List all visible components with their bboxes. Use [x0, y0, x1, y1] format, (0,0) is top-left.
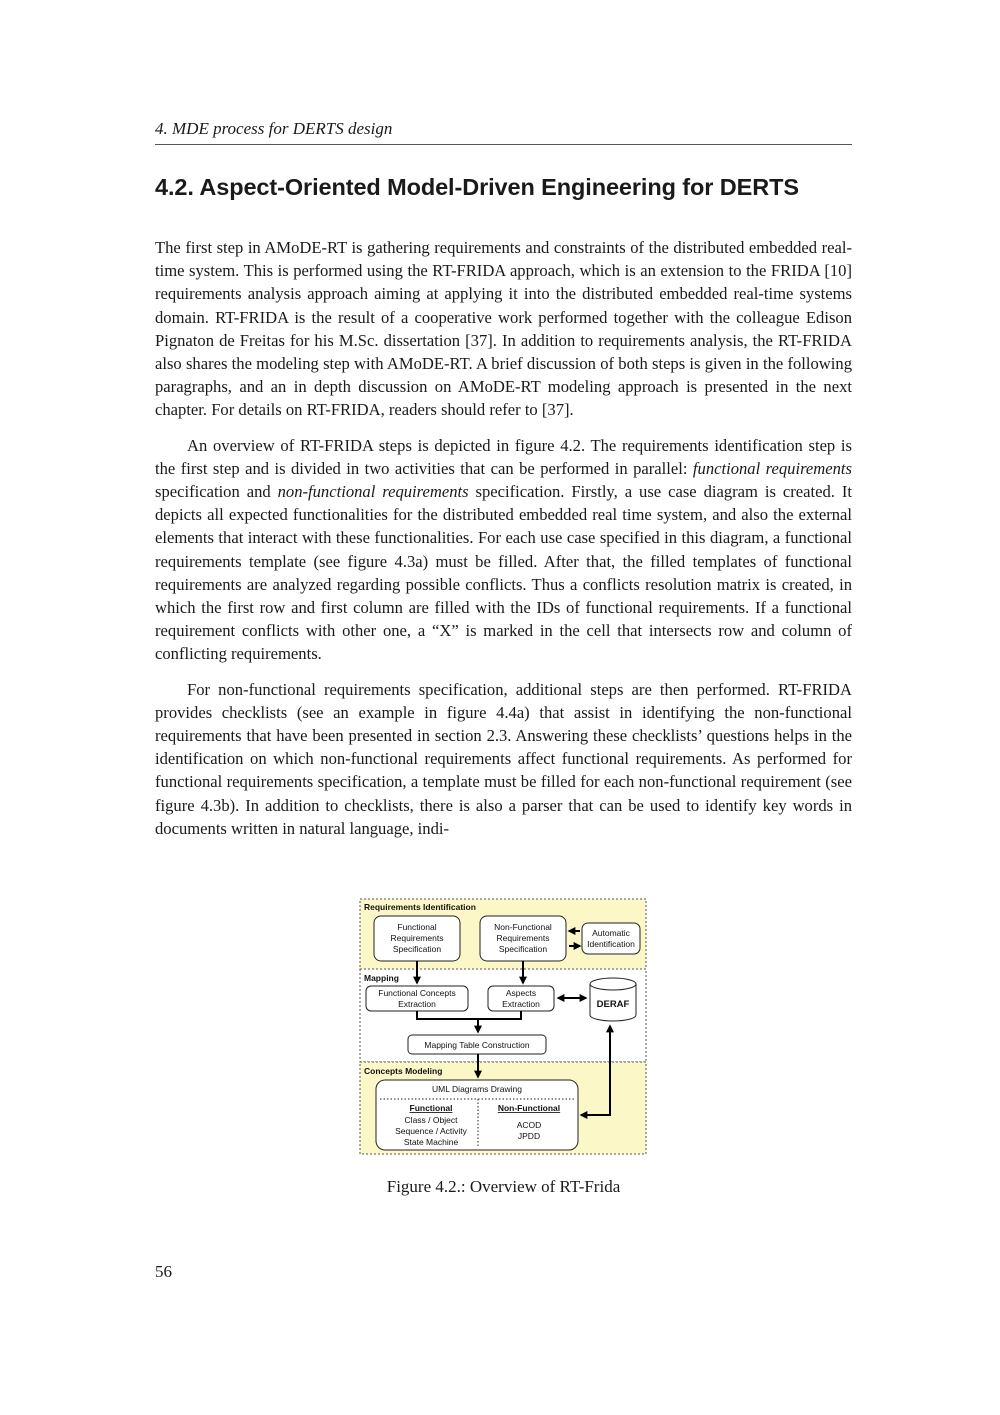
- text-mapping-table: Mapping Table Construction: [424, 1040, 530, 1050]
- text-nonfunctional-1: ACOD: [516, 1120, 542, 1130]
- text-auto-2: Identification: [587, 939, 635, 949]
- label-concepts-modeling: Concepts Modeling: [364, 1066, 443, 1076]
- paragraph-2-part-c: specification. Firstly, a use case diagram is created. It depicts all expected functionalities for the distributed embedded real time system, and also the external elements that interact with these functionalities. For each use case specified in this diagram, a functional requirements template (see figure 4.3a) must be filled. After that, the filled templates of functional requirements are analyzed regarding possible conflicts. Thus a conflicts resolution matrix is created, in which the first row and first column are filled with the IDs of functional requirements. If a functional requirement conflicts with other one, a “X” is marked in the cell that intersects row and column of conflicting requirements.: [155, 482, 852, 664]
- text-auto-1: Automatic: [592, 928, 630, 938]
- paragraph-2-part-a: An overview of RT-FRIDA steps is depicted in figure 4.2. The requirements identification step is the first step and is divided in two activities that can be performed in parallel:: [155, 435, 852, 478]
- emphasis-functional-requirements: functional requirements: [692, 458, 852, 478]
- text-func-req-1: Functional: [397, 922, 437, 932]
- text-functional-head: Functional: [409, 1103, 453, 1113]
- paragraph-2-part-b: specification and: [155, 482, 278, 502]
- text-nonfunc-req-2: Requirements: [496, 933, 550, 943]
- text-functional-3: State Machine: [403, 1137, 459, 1147]
- text-aspects-1: Aspects: [505, 988, 537, 998]
- rt-frida-diagram: [358, 897, 648, 1157]
- text-func-concepts-1: Functional Concepts: [378, 988, 456, 998]
- label-mapping: Mapping: [364, 973, 399, 983]
- label-requirements-identification: Requirements Identification: [364, 902, 476, 912]
- text-functional-1: Class / Object: [404, 1115, 458, 1125]
- paragraph-1: The first step in AMoDE-RT is gathering requirements and constraints of the distributed embedded real-time system. This is performed using the RT-FRIDA approach, which is an extension to the FRIDA [10] requirements analysis approach aiming at applying it into the distributed embedded real-time systems domain. RT-FRIDA is the result of a cooperative work performed together with the colleague Edison Pignaton de Freitas for his M.Sc. dissertation [37]. In addition to requirements analysis, the RT-FRIDA also shares the modeling step with AMoDE-RT. A brief discussion of both steps is given in the following paragraphs, and an in depth discussion on AMoDE-RT modeling approach is presented in the next chapter. For details on RT-FRIDA, readers should refer to [37].: [155, 238, 852, 420]
- text-func-req-2: Requirements: [390, 933, 444, 943]
- emphasis-non-functional-requirements: non-functional requirements: [277, 482, 469, 502]
- running-head: 4. MDE process for DERTS design: [155, 119, 852, 145]
- body-text: [155, 236, 852, 852]
- page-number: 56: [155, 1262, 172, 1281]
- text-func-concepts-2: Extraction: [398, 999, 436, 1009]
- text-functional-2: Sequence / Activity: [395, 1126, 467, 1136]
- text-nonfunctional-2: JPDD: [517, 1131, 541, 1141]
- text-deraf: DERAF: [596, 999, 630, 1010]
- figure-caption: Figure 4.2.: Overview of RT-Frida: [386, 1177, 621, 1196]
- text-nonfunctional-head: Non-Functional: [497, 1103, 561, 1113]
- text-nonfunc-req-1: Non-Functional: [494, 922, 552, 932]
- text-uml: UML Diagrams Drawing: [432, 1084, 522, 1094]
- paragraph-2: [155, 434, 852, 666]
- text-aspects-2: Extraction: [502, 999, 540, 1009]
- paragraph-3: For non-functional requirements specification, additional steps are then performed. RT-FRIDA provides checklists (see an example in figure 4.4a) that assist in identifying the non-functional requirements that have been presented in section 2.3. Answering these checklists’ questions helps in the identification on which non-functional requirements affect functional requirements. As performed for functional requirements specification, a template must be filled for each non-functional requirement (see figure 4.3b). In addition to checklists, there is also a parser that can be used to identify key words in documents written in natural language, indi-: [155, 679, 852, 838]
- figure-rt-frida-overview: [358, 897, 648, 1147]
- text-nonfunc-req-3: Specification: [498, 944, 548, 954]
- text-func-req-3: Specification: [392, 944, 442, 954]
- section-title: 4.2. Aspect-Oriented Model-Driven Engineering for DERTS: [155, 174, 799, 200]
